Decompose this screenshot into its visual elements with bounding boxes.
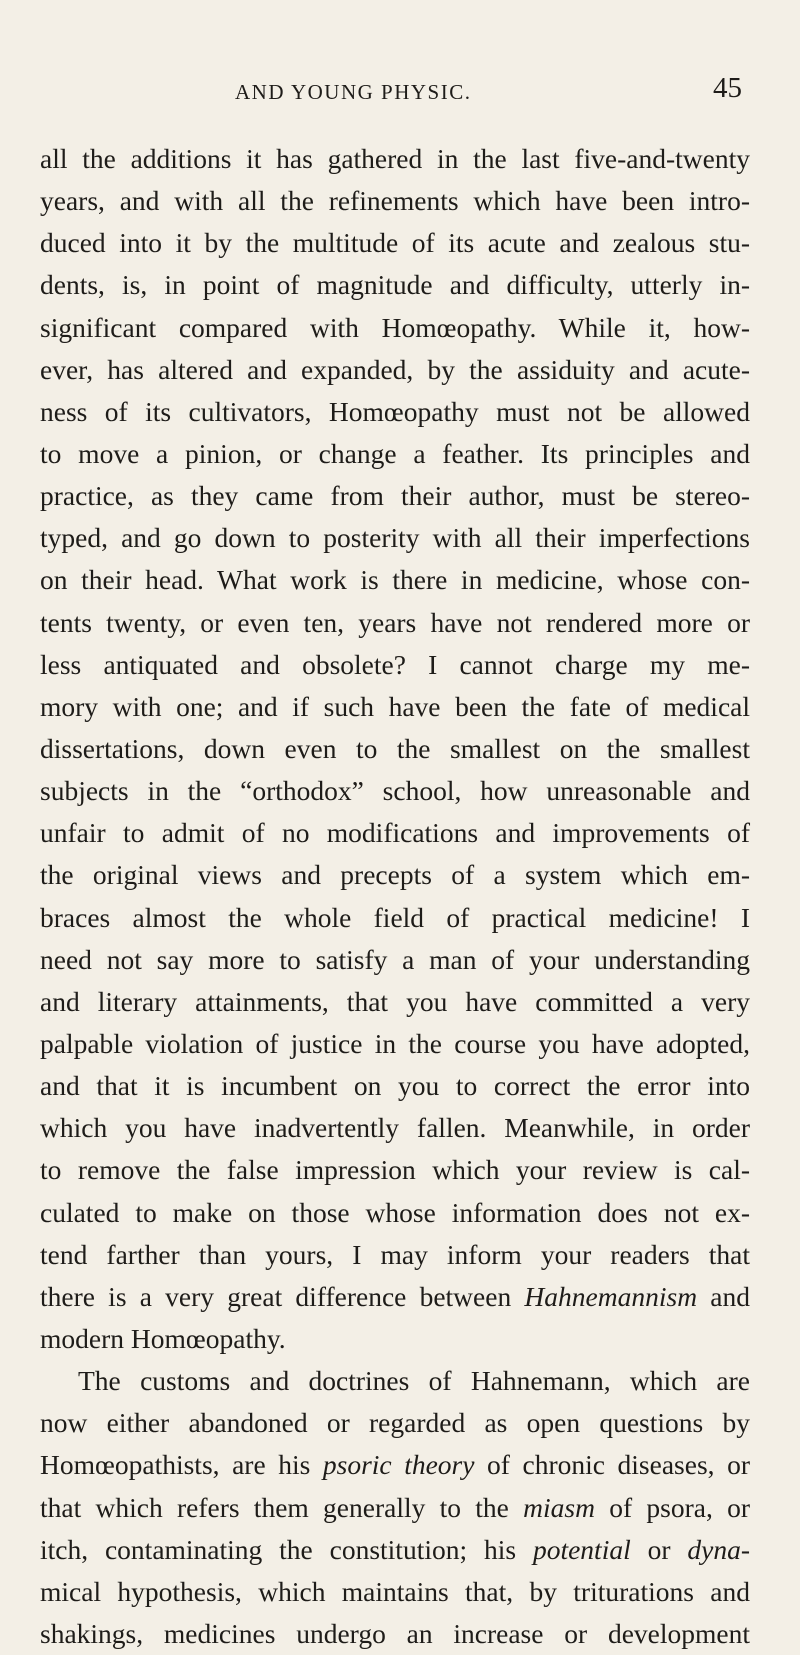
text-segment: of chronic diseases, or xyxy=(474,1449,750,1481)
page-number: 45 xyxy=(713,72,742,104)
text-line: all the additions it has gathered in the last five-and-twenty xyxy=(40,143,750,174)
text-line: years, and with all the refinements which have been intro- xyxy=(40,185,750,217)
text-segment: and xyxy=(697,1280,750,1312)
text-line: subjects in the “orthodox” school, how unreasonable and xyxy=(40,775,750,807)
text-segment: there is a very great difference between xyxy=(40,1280,525,1312)
text-line: and that it is incumbent on you to correct the error into xyxy=(40,1070,750,1102)
text-segment: or xyxy=(630,1533,688,1565)
text-line: dents, is, in point of magnitude and difficulty, utterly in- xyxy=(40,269,750,301)
text-line xyxy=(40,1444,750,1486)
text-line: mical hypothesis, which maintains that, by triturations and xyxy=(40,1575,750,1607)
italic-term: dyna- xyxy=(687,1533,750,1565)
text-line: ness of its cultivators, Homœopathy must not be allowed xyxy=(40,395,750,427)
text-line: significant compared with Homœopathy. While it, how- xyxy=(40,311,750,343)
text-line xyxy=(40,1487,750,1529)
text-segment: Homœopathists, are his xyxy=(40,1449,323,1481)
italic-term: miasm xyxy=(523,1491,595,1523)
text-line: dissertations, down even to the smallest on the smallest xyxy=(40,732,750,764)
text-line: the original views and precepts of a system which em- xyxy=(40,859,750,891)
text-line: unfair to admit of no modifications and improvements of xyxy=(40,817,750,849)
italic-term: potential xyxy=(532,1533,631,1565)
text-line: and literary attainments, that you have committed a very xyxy=(40,985,750,1017)
text-line: typed, and go down to posterity with all their imperfections xyxy=(40,522,750,554)
text-line: braces almost the whole field of practical medicine! I xyxy=(40,901,750,933)
text-line: tend farther than yours, I may inform your readers that xyxy=(40,1238,750,1270)
text-segment: of psora, or xyxy=(594,1491,750,1523)
italic-term: psoric theory xyxy=(322,1449,475,1481)
text-line xyxy=(40,1276,750,1318)
body-text xyxy=(40,138,750,1655)
text-line: palpable violation of justice in the course you have adopted, xyxy=(40,1027,750,1059)
text-line: which you have inadvertently fallen. Meanwhile, in order xyxy=(40,1112,750,1144)
text-line: to move a pinion, or change a feather. Its principles and xyxy=(40,437,750,469)
text-segment: that which refers them generally to the xyxy=(40,1491,524,1523)
text-line: tents twenty, or even ten, years have not rendered more or xyxy=(40,606,750,638)
text-line: duced into it by the multitude of its acute and zealous stu- xyxy=(40,227,750,259)
text-line: mory with one; and if such have been the fate of medical xyxy=(40,690,750,722)
text-line xyxy=(40,1529,750,1571)
text-line: The customs and doctrines of Hahnemann, which are xyxy=(78,1365,750,1397)
text-line: modern Homœopathy. xyxy=(40,1322,286,1354)
text-line: culated to make on those whose information does not ex- xyxy=(40,1196,750,1228)
page-header xyxy=(0,72,800,120)
text-segment: itch, contaminating the constitution; his xyxy=(40,1533,533,1565)
text-line: now either abandoned or regarded as open questions by xyxy=(40,1407,750,1439)
text-line: less antiquated and obsolete? I cannot charge my me- xyxy=(40,648,750,680)
text-line: shakings, medicines undergo an increase or development xyxy=(40,1617,750,1649)
text-line: practice, as they came from their author, must be stereo- xyxy=(40,480,750,512)
italic-term: Hahnemannism xyxy=(524,1280,698,1312)
text-line: ever, has altered and expanded, by the assiduity and acute- xyxy=(40,353,750,385)
text-line: on their head. What work is there in medicine, whose con- xyxy=(40,564,750,596)
running-head: AND YOUNG PHYSIC. xyxy=(235,80,472,104)
text-line: need not say more to satisfy a man of your understanding xyxy=(40,943,750,975)
text-line: to remove the false impression which your review is cal- xyxy=(40,1154,750,1186)
